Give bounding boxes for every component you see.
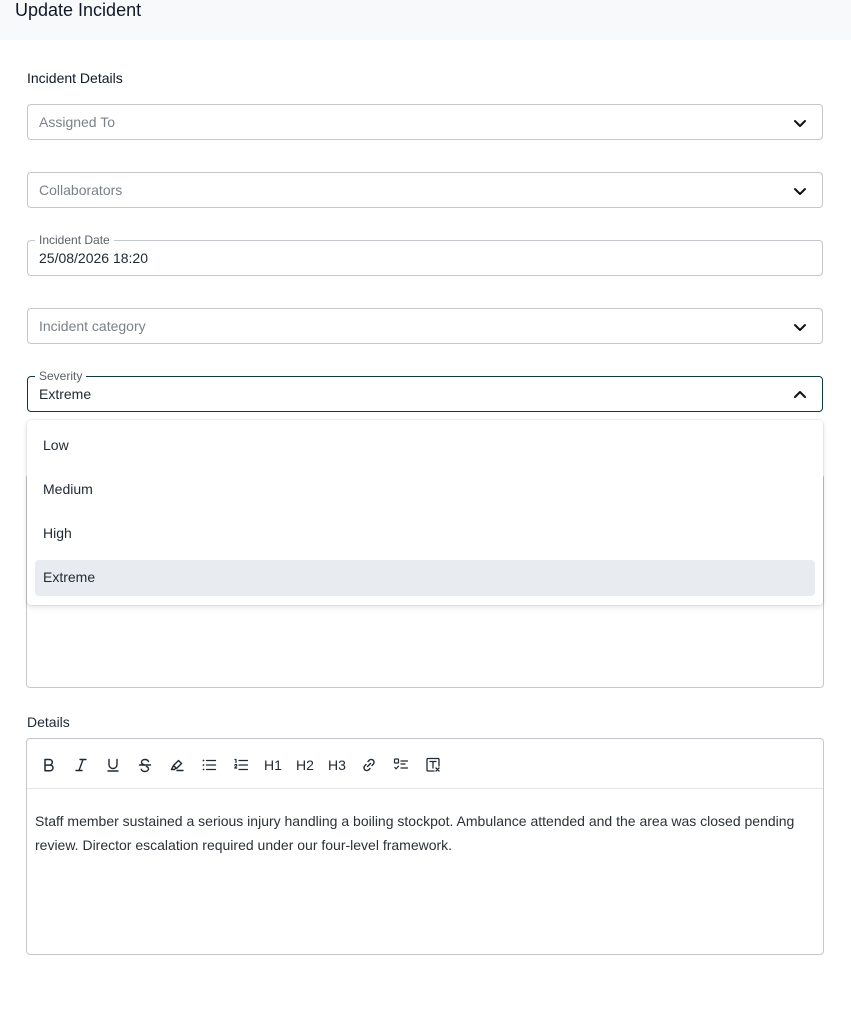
incident-date-label: Incident Date	[35, 233, 114, 247]
underline-icon	[105, 757, 121, 773]
severity-select[interactable]	[27, 369, 823, 412]
heading-2-button[interactable]: H2	[296, 757, 314, 773]
italic-icon	[73, 757, 89, 773]
option-label: Low	[43, 437, 69, 453]
chevron-down-icon	[792, 183, 808, 199]
collaborators-placeholder: Collaborators	[39, 182, 123, 198]
highlighter-icon	[169, 757, 185, 773]
bold-button[interactable]	[37, 754, 61, 776]
assigned-to-placeholder: Assigned To	[39, 114, 116, 130]
link-button[interactable]	[357, 754, 381, 776]
page-header	[0, 0, 851, 40]
clear-format-button[interactable]	[421, 754, 445, 776]
heading-3-button[interactable]: H3	[328, 757, 346, 773]
strikethrough-icon	[137, 757, 153, 773]
highlight-button[interactable]	[165, 754, 189, 776]
collaborators-select[interactable]	[27, 172, 823, 208]
severity-option-high[interactable]	[35, 516, 815, 552]
option-label: Extreme	[43, 569, 96, 585]
chevron-down-icon	[792, 319, 808, 335]
page-title: Update Incident	[15, 0, 142, 20]
chevron-up-icon	[792, 387, 808, 403]
link-icon	[361, 757, 377, 773]
task-list-button[interactable]	[389, 754, 413, 776]
ordered-list-button[interactable]	[229, 754, 253, 776]
severity-option-low[interactable]	[35, 428, 815, 464]
option-label: Medium	[43, 481, 93, 497]
chevron-down-icon	[792, 115, 808, 131]
severity-dropdown-menu	[27, 420, 823, 605]
severity-value: Extreme	[39, 386, 92, 402]
severity-option-medium[interactable]	[35, 472, 815, 508]
details-content[interactable]: Staff member sustained a serious injury handling a boiling stockpot. Ambulance attended and the area was closed pending review. Director escalation required under our four-level framework.	[35, 813, 795, 853]
ordered-list-icon	[233, 757, 249, 773]
section-title: Incident Details	[27, 70, 123, 86]
option-label: High	[43, 525, 72, 541]
incident-date-value: 25/08/2026 18:20	[39, 250, 148, 266]
bold-icon	[41, 757, 57, 773]
clear-format-icon	[425, 757, 441, 773]
severity-label: Severity	[35, 369, 86, 383]
heading-1-button[interactable]: H1	[264, 757, 282, 773]
editor-toolbar	[27, 739, 823, 789]
task-list-icon	[393, 757, 409, 773]
incident-date-field[interactable]	[27, 233, 823, 276]
severity-option-extreme[interactable]	[35, 560, 815, 596]
details-label: Details	[27, 714, 70, 730]
details-editor	[26, 738, 824, 955]
incident-category-placeholder: Incident category	[39, 318, 146, 334]
italic-button[interactable]	[69, 754, 93, 776]
bullet-list-icon	[201, 757, 217, 773]
assigned-to-select[interactable]	[27, 104, 823, 140]
bullet-list-button[interactable]	[197, 754, 221, 776]
incident-category-select[interactable]	[27, 308, 823, 344]
underline-button[interactable]	[101, 754, 125, 776]
strikethrough-button[interactable]	[133, 754, 157, 776]
